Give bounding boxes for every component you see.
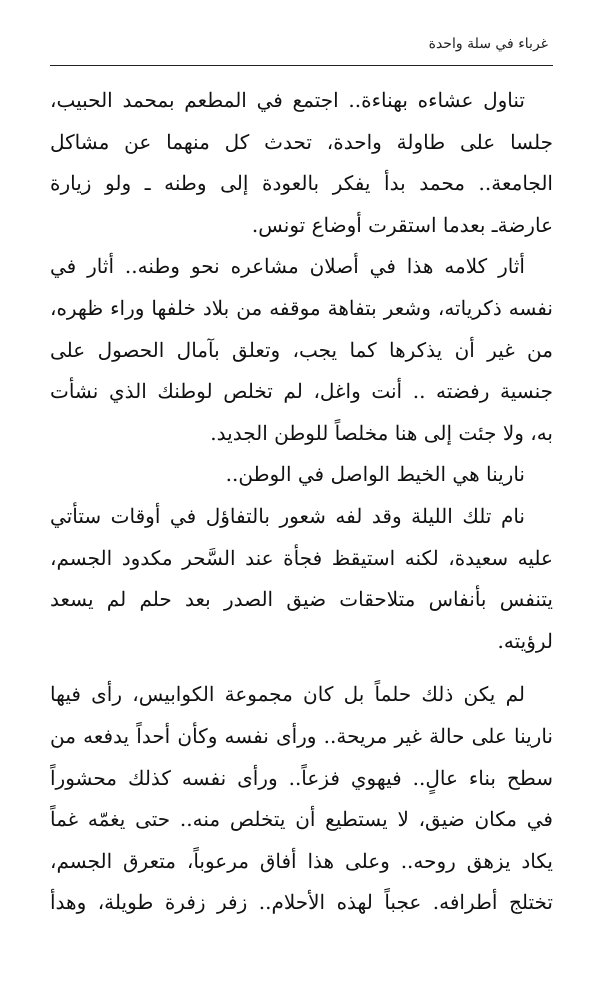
running-header-title: غرباء في سلة واحدة (428, 36, 548, 52)
paragraph (50, 246, 553, 454)
text-line: في مكان ضيق، لا يستطيع أن يتخلص منه.. حتى يغمّه غماً (50, 807, 553, 832)
paragraph (50, 674, 553, 924)
text-line: يكاد يزهق روحه.. وعلى هذا أفاق مرعوباً، متعرق الجسم، (50, 848, 553, 873)
text-line: به، ولا جئت إلى هنا مخلصاً للوطن الجديد. (210, 420, 553, 445)
text-line: عارضةـ بعدما استقرت أوضاع تونس. (251, 212, 553, 237)
text-line: عليه سعيدة، لكنه استيقظ فجأة عند السَّحر مكدود الجسم، (50, 545, 553, 570)
text-line: لم يكن ذلك حلماً بل كان مجموعة الكوابيس، رأى فيها (50, 682, 525, 707)
text-line: نارينا على حالة غير مريحة.. ورأى نفسه وكأن أحداً يدفعه من (50, 723, 553, 748)
text-line: جنسية رفضته .. أنت واغل، لم تخلص لوطنك الذي نشأت (50, 379, 553, 404)
text-line: الجامعة.. محمد بدأ يفكر بالعودة إلى وطنه ـ ولو زيارة (50, 171, 553, 196)
text-line: تناول عشاءه بهناءة.. اجتمع في المطعم بمحمد الحبيب، (50, 88, 525, 112)
text-line: لرؤيته. (497, 628, 553, 653)
body-text (50, 80, 553, 924)
paragraph (50, 454, 553, 496)
text-line: يتنفس بأنفاس متلاحقات ضيق الصدر بعد حلم لم يسعد (50, 587, 553, 612)
header-rule (50, 65, 553, 66)
text-line: نام تلك الليلة وقد لفه شعور بالتفاؤل في أوقات ستأتي (50, 503, 525, 528)
paragraph (50, 496, 553, 662)
text-line: سطح بناء عالٍ.. فيهوي فزعاً.. ورأى نفسه كذلك محشوراً (50, 765, 553, 790)
text-line: نفسه ذكرياته، وشعر بتفاهة موقفه من بلاد خلفها وراء ظهره، (50, 295, 553, 320)
text-line: تختلج أطرافه. عجباً لهذه الأحلام.. زفر زفرة طويلة، وهدأ (50, 890, 553, 915)
paragraph-gap (50, 662, 553, 674)
text-line: جلسا على طاولة واحدة، تحدث كل منهما عن مشاكل (50, 129, 553, 154)
text-line: أثار كلامه هذا في أصلان مشاعره نحو وطنه.. أثار في (50, 254, 525, 279)
paragraph (50, 80, 553, 246)
text-line: من غير أن يذكرها كما يجب، وتعلق بآمال الحصول على (50, 337, 553, 362)
text-line: نارينا هي الخيط الواصل في الوطن.. (225, 462, 525, 487)
